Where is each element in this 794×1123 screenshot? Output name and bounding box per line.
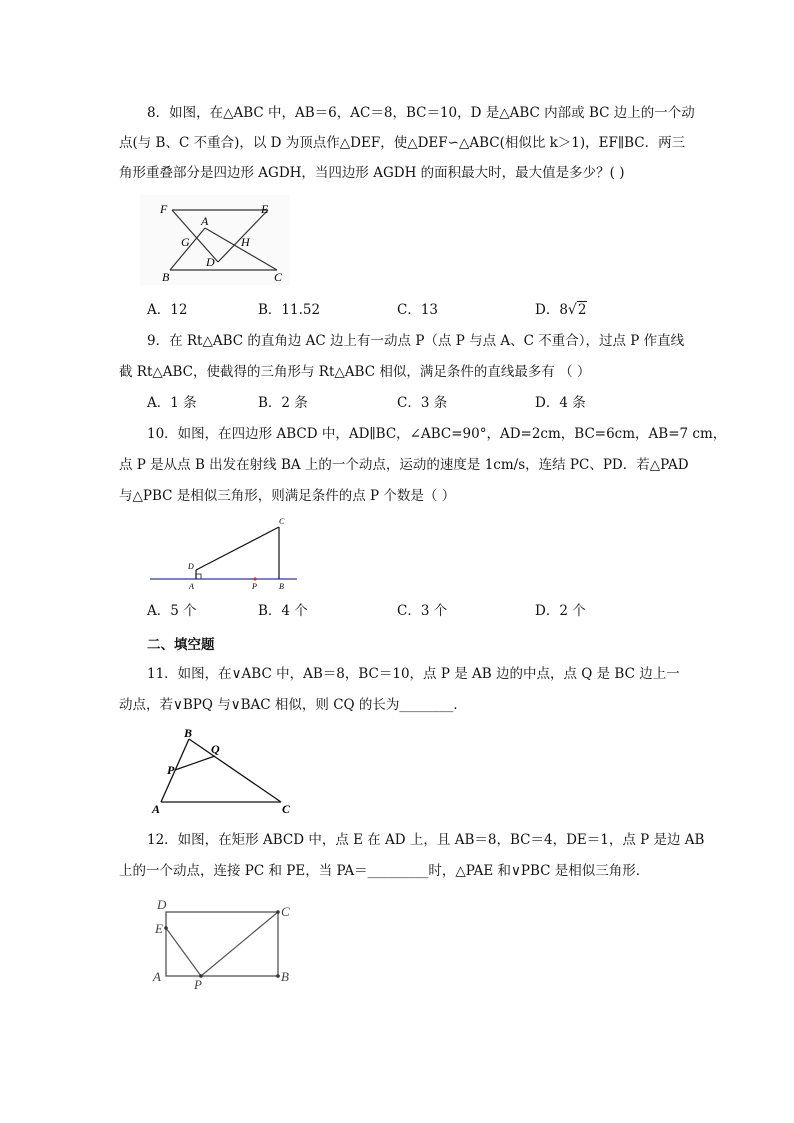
q10-line1: 10．如图，在四边形 ABCD 中，AD∥BC，∠ABC=90°，AD=2cm，BC=6cm，AB=7 cm， <box>147 426 727 442</box>
q8-option-a: A．12 <box>147 302 188 318</box>
q10-option-c: C．3 个 <box>397 603 448 619</box>
q9-option-c: C．3 条 <box>397 395 448 411</box>
q8-label-C: C <box>274 270 283 284</box>
q10-label-A: A <box>189 582 194 591</box>
q9-option-b: B．2 条 <box>258 395 308 411</box>
q11-figure <box>147 722 302 817</box>
q8-label-E: E <box>261 202 269 216</box>
q8-label-D: D <box>206 255 215 269</box>
q8-option-d-radicand: 2 <box>577 302 587 318</box>
q11-label-B: B <box>184 726 193 740</box>
q9-option-d: D．4 条 <box>535 395 586 411</box>
q10-line3: 与△PBC 是相似三角形，则满足条件的点 P 个数是（ ） <box>119 488 456 504</box>
section-fill-in-blank-title: 二、填空题 <box>147 637 215 653</box>
q8-option-b: B．11.52 <box>258 302 321 318</box>
q11-label-P: P <box>167 763 175 777</box>
q8-option-d: D．8√2 <box>535 302 587 318</box>
q11-label-C: C <box>282 802 291 816</box>
q12-label-A: A <box>153 969 161 984</box>
q8-line2: 点(与 B、C 不重合)，以 D 为顶点作△DEF，使△DEF∽△ABC(相似比 k＞1)，EF∥BC．两三 <box>119 135 686 151</box>
q12-label-B: B <box>281 969 289 984</box>
q8-label-B: B <box>162 270 170 284</box>
q8-line3: 角形重叠部分是四边形 AGDH，当四边形 AGDH 的面积最大时，最大值是多少？( ) <box>119 165 625 181</box>
q8-label-G: G <box>181 235 190 249</box>
q10-label-B: B <box>279 582 284 591</box>
q12-line1: 12．如图，在矩形 ABCD 中，点 E 在 AD 上，且 AB＝8，BC＝4，DE＝1，点 P 是边 AB <box>147 832 705 848</box>
q9-line2: 截 Rt△ABC，使截得的三角形与 Rt△ABC 相似，满足条件的直线最多有 （ ） <box>119 364 591 380</box>
q8-option-c: C．13 <box>397 302 439 318</box>
q11-label-Q: Q <box>211 742 220 756</box>
q11-label-A: A <box>152 802 161 816</box>
q10-label-D: D <box>188 562 194 571</box>
q8-label-H: H <box>241 235 250 249</box>
q8-option-d-label: D．8 <box>535 302 568 318</box>
q12-label-P: P <box>194 977 202 990</box>
q12-label-C: C <box>281 904 290 919</box>
q10-label-C: C <box>279 517 285 526</box>
q9-option-a: A．1 条 <box>147 395 197 411</box>
q10-figure <box>145 512 305 592</box>
q9-line1: 9．在 Rt△ABC 的直角边 AC 边上有一动点 P（点 P 与点 A、C 不重合），过点 P 作直线 <box>147 333 685 349</box>
q10-option-d: D．2 个 <box>535 603 586 619</box>
q12-figure <box>150 895 300 990</box>
q12-label-D: D <box>157 897 167 912</box>
q11-line1: 11．如图，在∨ABC 中，AB＝8，BC＝10，点 P 是 AB 边的中点，点 Q 是 BC 边上一 <box>147 666 680 682</box>
q10-option-a: A．5 个 <box>147 603 197 619</box>
q8-label-F: F <box>160 202 168 216</box>
q8-figure <box>140 195 290 285</box>
q10-label-P: P <box>252 582 257 591</box>
q10-line2: 点 P 是从点 B 出发在射线 BA 上的一个动点，运动的速度是 1cm/s，连结 PC、PD．若△PAD <box>119 457 689 473</box>
q8-label-A: A <box>201 214 209 228</box>
q12-label-E: E <box>155 921 163 936</box>
q11-line2: 动点，若∨BPQ 与∨BAC 相似，则 CQ 的长为________． <box>119 697 467 713</box>
q12-line2: 上的一个动点，连接 PC 和 PE，当 PA＝_________时，△PAE 和∨PBC 是相似三角形． <box>119 863 650 879</box>
q8-line1: 8．如图，在△ABC 中，AB＝6，AC＝8，BC＝10，D 是△ABC 内部或 BC 边上的一个动 <box>147 105 695 121</box>
q10-option-b: B．4 个 <box>258 603 308 619</box>
